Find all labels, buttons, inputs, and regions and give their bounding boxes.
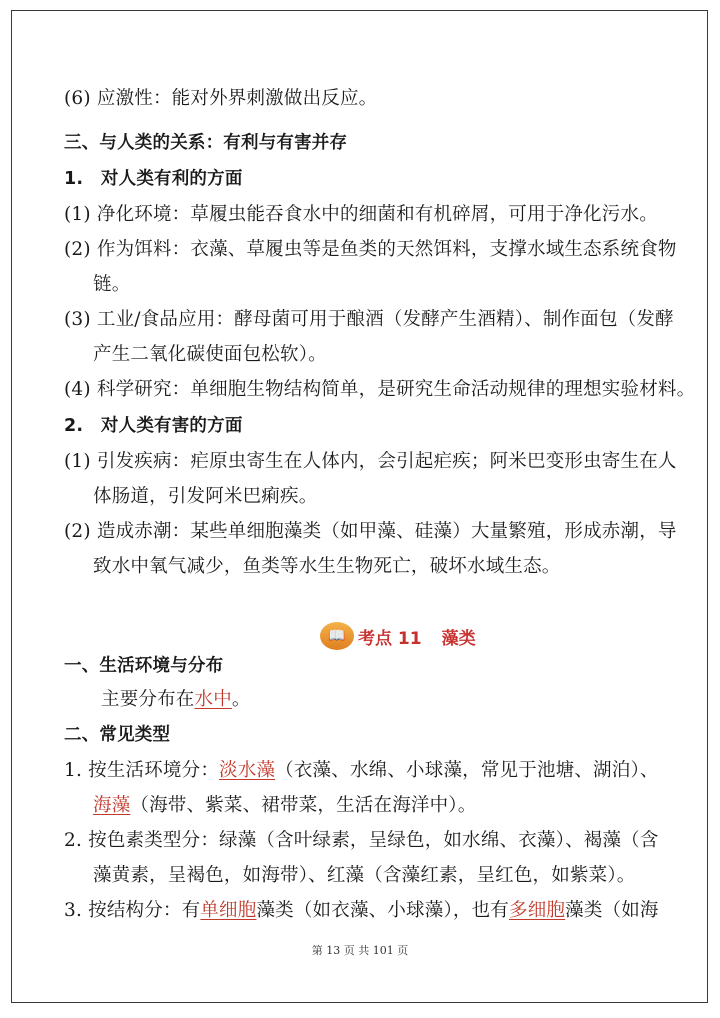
text-line: (4) 科学研究：单细胞生物结构简单，是研究生命活动规律的理想实验材料。 [64,379,696,400]
text-line: 3. 按结构分：有单细胞藻类（如衣藻、小球藻），也有多细胞藻类（如海 [64,900,659,921]
sub-heading: 2. 对人类有害的方面 [64,416,243,436]
text-line: (6) 应激性：能对外界刺激做出反应。 [64,88,378,109]
text-line: (1) 净化环境：草履虫能吞食水中的细菌和有机碎屑，可用于净化污水。 [64,204,658,225]
sub-heading: 1. 对人类有利的方面 [64,169,243,189]
text-line: (1) 引发疾病：疟原虫寄生在人体内，会引起疟疾；阿米巴变形虫寄生在人 [64,451,677,472]
section-heading: 二、常见类型 [64,725,171,745]
text-line: 链。 [93,274,131,295]
text-line: (2) 造成赤潮：某些单细胞藻类（如甲藻、硅藻）大量繁殖，形成赤潮，导 [64,521,677,542]
highlight-term: 淡水藻 [219,760,276,781]
text-line: 体肠道，引发阿米巴痢疾。 [93,486,318,507]
highlight-term: 单细胞 [200,900,257,921]
section-heading: 一、生活环境与分布 [64,656,224,676]
page-footer: 第 13 页 共 101 页 [311,944,409,957]
section-heading: 三、与人类的关系：有利与有害并存 [64,133,348,153]
text-line: 1. 按生活环境分：淡水藻（衣藻、水绵、小球藻，常见于池塘、湖泊）、 [64,760,659,781]
text-line: (2) 作为饵料：衣藻、草履虫等是鱼类的天然饵料，支撑水域生态系统食物 [64,239,677,260]
book-icon: 📖 [320,622,354,650]
highlight-term: 多细胞 [509,900,566,921]
text-line: 主要分布在水中。 [101,689,251,710]
text-line: 2. 按色素类型分：绿藻（含叶绿素，呈绿色，如水绵、衣藻）、褐藻（含 [64,830,659,851]
topic-badge [320,621,476,651]
text-line: 海藻（海带、紫菜、裙带菜，生活在海洋中）。 [93,795,477,816]
badge-label: 考点 11 藻类 [358,628,476,649]
text-line: 致水中氧气减少，鱼类等水生生物死亡，破坏水域生态。 [93,556,561,577]
text-line: (3) 工业/食品应用：酵母菌可用于酿酒（发酵产生酒精）、制作面包（发酵 [64,309,674,330]
text-line: 藻黄素，呈褐色，如海带）、红藻（含藻红素，呈红色，如紫菜）。 [93,865,636,886]
text-line: 产生二氧化碳使面包松软）。 [93,344,327,365]
highlight-term: 水中 [194,689,232,710]
highlight-term: 海藻 [93,795,131,816]
